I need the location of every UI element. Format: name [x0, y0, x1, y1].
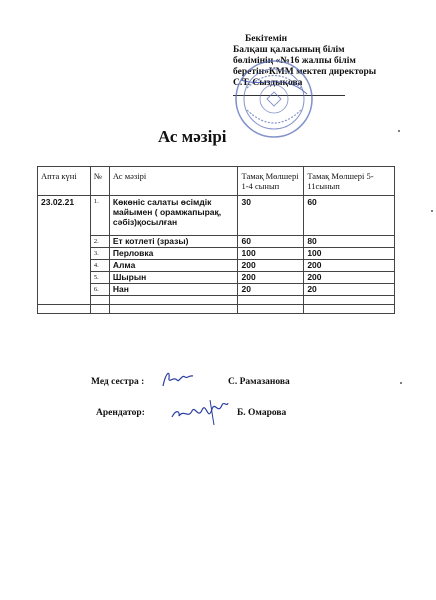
portion-1-4: 60	[238, 236, 304, 248]
empty-cell	[109, 296, 238, 305]
table-row-empty	[38, 296, 395, 305]
table-row	[38, 236, 395, 248]
table-header-row	[38, 167, 395, 196]
portion-5-11: 200	[304, 272, 395, 284]
portion-1-4: 200	[238, 272, 304, 284]
empty-cell	[109, 305, 238, 314]
portion-1-4: 100	[238, 248, 304, 260]
tenant-label: Арендатор:	[96, 408, 145, 418]
empty-cell	[304, 305, 395, 314]
dish-name: Нан	[109, 284, 238, 296]
table-row	[38, 284, 395, 296]
portion-5-11: 60	[304, 196, 395, 236]
portion-5-11: 20	[304, 284, 395, 296]
dish-name: Шырын	[109, 272, 238, 284]
approval-line-1: Балқаш қаласының білім	[233, 45, 345, 55]
tenant-signature-icon	[170, 397, 230, 427]
header-day: Апта күні	[38, 167, 91, 196]
date-cell: 23.02.21	[38, 196, 91, 305]
dish-name: Көкөніс салаты өсімдік майымен ( орамжапырақ, сәбіз)қосылған	[109, 196, 238, 236]
nurse-label: Мед сестра :	[91, 377, 145, 387]
empty-cell	[238, 296, 304, 305]
tenant-name: Б. Омарова	[237, 408, 287, 418]
menu-title: Ас мәзірі	[158, 127, 227, 146]
nurse-name: С. Рамазанова	[228, 377, 290, 387]
header-no: №	[90, 167, 109, 196]
header-menu: Ас мәзірі	[109, 167, 238, 196]
dish-name: Алма	[109, 260, 238, 272]
approval-line-3: беретін»КММ мектеп директоры	[233, 67, 377, 77]
nurse-signature-icon	[160, 368, 196, 390]
row-number: 6.	[90, 284, 109, 296]
empty-cell	[90, 305, 109, 314]
table-row	[38, 196, 395, 236]
official-stamp-icon	[233, 58, 315, 140]
header-portion-1-4: Тамақ Мөлшері 1-4 сынып	[238, 167, 304, 196]
dish-name: Ет котлеті (зразы)	[109, 236, 238, 248]
empty-cell	[90, 296, 109, 305]
scan-speck	[431, 210, 433, 212]
empty-cell	[238, 305, 304, 314]
row-number: 3.	[90, 248, 109, 260]
table-row	[38, 248, 395, 260]
portion-1-4: 200	[238, 260, 304, 272]
row-number: 4.	[90, 260, 109, 272]
header-portion-5-11: Тамақ Мөлшері 5-11сынып	[304, 167, 395, 196]
dish-name: Перловка	[109, 248, 238, 260]
portion-5-11: 80	[304, 236, 395, 248]
empty-cell	[304, 296, 395, 305]
table-row	[38, 260, 395, 272]
table-row	[38, 272, 395, 284]
row-number: 1.	[90, 196, 109, 236]
portion-5-11: 200	[304, 260, 395, 272]
portion-1-4: 20	[238, 284, 304, 296]
empty-cell	[38, 305, 91, 314]
approval-line-4: С.Т. Сыздықова	[233, 78, 303, 88]
portion-5-11: 100	[304, 248, 395, 260]
approval-line-2: бөлімінің «№16 жалпы білім	[233, 56, 356, 66]
portion-1-4: 30	[238, 196, 304, 236]
menu-table	[37, 166, 395, 314]
scan-speck	[398, 130, 400, 132]
table-row-empty	[38, 305, 395, 314]
scan-speck	[400, 382, 402, 384]
approval-title: Бекітемін	[245, 34, 288, 44]
row-number: 5.	[90, 272, 109, 284]
row-number: 2.	[90, 236, 109, 248]
